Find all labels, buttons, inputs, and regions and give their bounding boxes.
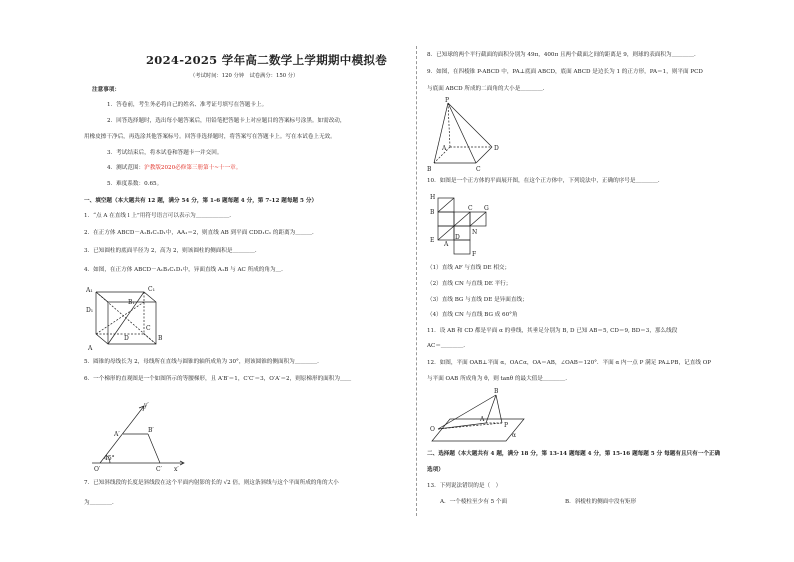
question-7-cont: 为＿＿＿＿. bbox=[84, 500, 114, 506]
pyramid-figure bbox=[426, 97, 506, 173]
cube-label-b: B bbox=[158, 335, 163, 342]
question-13-option-b: B．斜棱柱的侧面中没有矩形 bbox=[565, 499, 637, 505]
notice-item-2-cont: 用橡皮擦干净后，再选涂其他答案标号。回答非选择题时，将答案写在答题卡上。写在本试卷上无效。 bbox=[84, 134, 336, 140]
question-6: 6．一个梯形的直观图是一个如图所示的等腰梯形，且 A′B′＝1，C′C′＝3，O′A′＝2，则原梯形的面积为＿＿ bbox=[84, 376, 352, 382]
net-label-a: A bbox=[444, 241, 449, 248]
cube-label-a: A bbox=[88, 345, 93, 352]
question-10-option-1: （1）直线 AF 与直线 DE 相交； bbox=[427, 265, 511, 271]
question-12-cont: 与平面 OAB 所成角为 θ，则 tanθ 的最大值是＿＿＿＿. bbox=[427, 376, 568, 382]
question-9-cont: 与底面 ABCD 所成的二面角的大小是＿＿＿＿. bbox=[427, 86, 545, 92]
trapezoid-figure bbox=[88, 400, 188, 475]
trap-label-y: y′ bbox=[144, 402, 149, 409]
pyr-label-b: B bbox=[427, 166, 432, 173]
question-1: 1．“点 A 在直线 l 上”用符号语言可以表示为＿＿＿＿＿＿. bbox=[84, 213, 232, 219]
question-10: 10．如图是一个正方体的平面展开图，在这个正方体中，下列说法中，正确的序号是＿＿＿＿. bbox=[427, 178, 660, 184]
section-2-heading: 二、选择题（本大题共有 4 题，满分 18 分，第 13-14 题每题 4 分，第 15-16 题每题 5 分 每题有且只有一个正确 bbox=[427, 451, 721, 457]
plane-label-o: O bbox=[430, 426, 435, 433]
exam-subtitle: （考试时间：120 分钟 试卷满分：150 分） bbox=[190, 73, 299, 79]
trap-label-b: B′ bbox=[148, 427, 154, 434]
notice-item-4-scope: 沪教版2020必修第三册第十~十一章。 bbox=[144, 165, 242, 171]
plane-figure bbox=[428, 385, 528, 445]
question-2: 2．在正方体 ABCD－A₁B₁C₁D₁中，AA₁＝2，则直线 AB 到平面 CDD₁C₁ 的距离为＿＿＿. bbox=[84, 230, 314, 236]
question-11-cont: AC＝＿＿＿＿. bbox=[427, 343, 466, 349]
notice-heading: 注意事项： bbox=[92, 87, 120, 93]
trap-label-a: A′ bbox=[114, 431, 120, 438]
notice-item-4-label: 4．测试范围： bbox=[107, 165, 145, 171]
trap-label-o: O′ bbox=[94, 466, 101, 473]
trap-label-angle: 45° bbox=[104, 455, 115, 462]
cube-label-b1: B₁ bbox=[128, 299, 135, 306]
section-2-heading-cont: 选项） bbox=[427, 467, 444, 473]
cube-label-c1: C₁ bbox=[148, 286, 155, 293]
cube-label-c: C bbox=[146, 325, 151, 332]
cube-net-figure bbox=[426, 190, 506, 260]
net-label-n: N bbox=[472, 229, 478, 236]
net-label-d: D bbox=[455, 234, 460, 241]
plane-label-a: A bbox=[480, 416, 485, 423]
net-label-f: F bbox=[472, 251, 477, 258]
question-10-option-3: （3）直线 BG 与直线 DE 是异面直线； bbox=[427, 297, 528, 303]
question-12: 12．如图，平面 OAB⊥平面 α，OA⊂α，OA＝AB，∠OAB＝120°．平面 α 内一点 P 满足 PA⊥PB，记直线 OP bbox=[427, 360, 712, 366]
pyr-label-p: P bbox=[445, 97, 450, 104]
plane-label-alpha: α bbox=[512, 432, 517, 439]
question-11: 11．设 AB 和 CD 都是平面 α 的垂线，其垂足分别为 B, D 已知 AB＝5, CD＝9, BD＝3，那么线段 bbox=[427, 328, 678, 334]
question-10-option-2: （2）直线 CN 与直线 DE 平行； bbox=[427, 281, 512, 287]
trap-label-c: C′ bbox=[156, 466, 162, 473]
notice-item-2: 2．回答选择题时，选出每小题答案后，用铅笔把答题卡上对应题目的答案标号涂黑。如需改动， bbox=[107, 118, 346, 124]
notice-item-4 bbox=[107, 165, 241, 172]
pyr-label-d: D bbox=[494, 145, 499, 152]
plane-label-p: P bbox=[504, 422, 509, 429]
column-divider bbox=[416, 46, 417, 516]
cube-label-a1: A₁ bbox=[86, 287, 93, 294]
notice-item-1: 1．答卷前，考生务必将自己的姓名、准考证号填写在答题卡上。 bbox=[107, 102, 268, 108]
cube-figure bbox=[86, 282, 166, 352]
cube-label-d1: D₁ bbox=[86, 307, 94, 314]
net-label-h: H bbox=[430, 194, 436, 201]
net-label-b: B bbox=[430, 209, 435, 216]
pyr-label-c: C bbox=[476, 166, 481, 173]
question-7: 7．已知斜线段的长度是斜线段在这个平面内射影的长的 √2 倍，则这条斜线与这个平面所成的角的大小 bbox=[84, 480, 339, 486]
cube-label-d: D bbox=[124, 335, 129, 342]
question-5: 5．圆锥的母线长为 2，母线所在直线与圆锥的轴所成角为 30°，则该圆锥的侧面积为＿＿＿＿. bbox=[84, 359, 319, 365]
notice-item-5: 5．难度系数：0.65。 bbox=[107, 181, 163, 187]
exam-title: 2024-2025 学年高二数学上学期期中模拟卷 bbox=[146, 53, 387, 67]
net-label-e: E bbox=[430, 237, 435, 244]
question-3: 3．已知圆柱的底面半径为 2，高为 2，则该圆柱的侧面积是＿＿＿＿. bbox=[84, 248, 257, 254]
question-4: 4．如图，在正方体 ABCD－A₁B₁C₁D₁中，异面直线 A₁B 与 AC 所成的角为＿. bbox=[84, 267, 283, 273]
question-13-option-a: A．一个棱柱至少有 5 个面 bbox=[440, 499, 508, 505]
section-1-heading: 一、填空题（本大题共有 12 题，满分 54 分，第 1-6 题每题 4 分，第 7-12 题每题 5 分） bbox=[84, 198, 318, 204]
question-10-option-4: （4）直线 CN 与直线 BG 成 60°角 bbox=[427, 312, 518, 318]
trap-label-x: x′ bbox=[174, 466, 179, 473]
net-label-g: G bbox=[484, 205, 489, 212]
plane-label-b: B bbox=[494, 388, 499, 395]
pyr-label-a: A bbox=[442, 145, 447, 152]
notice-item-3: 3．考试结束后，将本试卷和答题卡一并交回。 bbox=[107, 150, 223, 156]
question-13: 13．下列说法错误的是（ ） bbox=[427, 483, 502, 489]
net-label-c: C bbox=[468, 205, 473, 212]
question-9: 9．如图，在四棱锥 P-ABCD 中，PA⊥底面 ABCD，底面 ABCD 是边长为 1 的正方形，PA＝1，则平面 PCD bbox=[427, 69, 703, 75]
question-8: 8．已知球的两个平行截面的面积分别为 49π，400π 且两个截面之间的距离是 9，则球的表面积为＿＿＿＿. bbox=[427, 52, 696, 58]
